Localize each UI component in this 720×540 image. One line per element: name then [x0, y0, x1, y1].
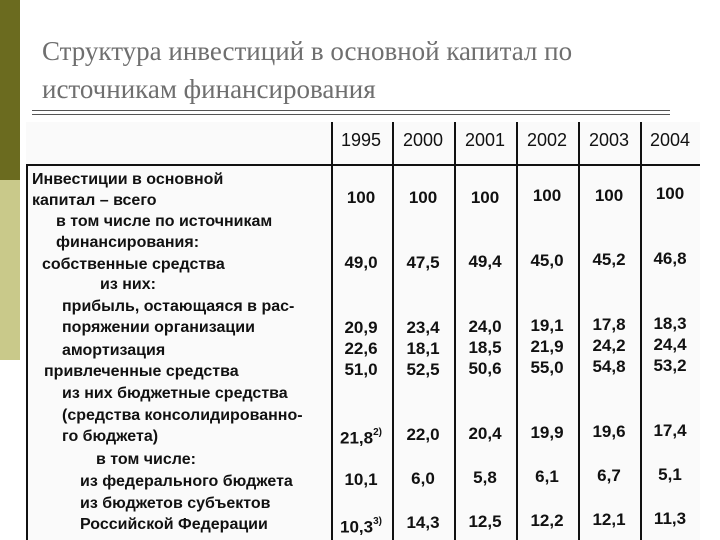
- cell-federal-budget-1995: 10,1: [344, 470, 378, 489]
- footnote-mark-3: 3): [373, 516, 382, 527]
- cell-profit-2004: 18,3: [653, 314, 687, 333]
- cell-depreciation-2001: 18,5: [468, 338, 502, 357]
- row-label-own-funds: собственные средства: [42, 256, 225, 273]
- cell-federal-budget-2002: 6,1: [535, 467, 559, 486]
- cell-depreciation-2002: 21,9: [530, 337, 564, 356]
- row-label-federal-budget: из федерального бюджета: [80, 473, 293, 490]
- row-label-by-sources-line2: финансирования:: [56, 234, 200, 251]
- row-label-depreciation: амортизация: [62, 342, 166, 359]
- row-label-budget-funds-line2: (средства консолидированно-: [62, 407, 303, 424]
- cell-own-funds-2001: 49,4: [468, 252, 502, 271]
- title-underline-second: [32, 114, 670, 115]
- title-underline: [32, 110, 670, 111]
- cell-profit-2001: 24,0: [468, 317, 502, 336]
- row-label-attracted-funds: привлеченные средства: [44, 363, 239, 380]
- row-label-total-line2: капитал – всего: [32, 192, 157, 209]
- cell-attracted-funds-2004: 53,2: [653, 356, 687, 375]
- cell-attracted-funds-2003: 54,8: [592, 357, 626, 376]
- cell-profit-2002: 19,1: [530, 316, 564, 335]
- row-label-regional-budget-line2: Российской Федерации: [80, 516, 268, 533]
- year-header-2004: 2004: [649, 130, 691, 150]
- row-label-total-line1: Инвестиции в основной: [32, 171, 224, 188]
- cell-own-funds-2000: 47,5: [406, 253, 440, 272]
- cell-depreciation-2004: 24,4: [653, 335, 687, 354]
- cell-budget-funds-2004: 17,4: [653, 421, 687, 440]
- cell-own-funds-1995: 49,0: [344, 253, 378, 272]
- row-label-profit-line2: поряжении организации: [62, 319, 255, 336]
- footnote-mark-2: 2): [373, 427, 382, 438]
- row-label-regional-budget-line1: из бюджетов субъектов: [80, 495, 271, 512]
- cell-regional-budget-2001: 12,5: [468, 512, 502, 531]
- cell-profit-2003: 17,8: [592, 315, 626, 334]
- cell-attracted-funds-1995: 51,0: [344, 360, 378, 379]
- cell-profit-2000: 23,4: [406, 318, 440, 337]
- cell-own-funds-2003: 45,2: [592, 250, 626, 269]
- slide-accent-bar-dark: [0, 0, 20, 180]
- cell-regional-budget-2000: 14,3: [406, 513, 440, 532]
- table-left-border: [26, 166, 28, 540]
- row-label-budget-funds-line1: из них бюджетные средства: [62, 385, 288, 402]
- cell-own-funds-2004: 46,8: [653, 249, 687, 268]
- row-label-budget-funds-line3: го бюджета): [62, 428, 159, 445]
- cell-attracted-funds-2002: 55,0: [530, 358, 564, 377]
- year-header-2003: 2003: [588, 130, 630, 150]
- cell-total-2004: 100: [655, 184, 685, 203]
- cell-regional-budget-2004: 11,3: [653, 509, 687, 528]
- cell-budget-funds-2002: 19,9: [530, 423, 564, 442]
- cell-federal-budget-2003: 6,7: [597, 466, 621, 485]
- investment-table: [26, 122, 700, 540]
- cell-attracted-funds-2000: 52,5: [406, 360, 440, 379]
- cell-profit-1995: 20,9: [344, 318, 378, 337]
- cell-attracted-funds-2001: 50,6: [468, 359, 502, 378]
- cell-regional-budget-1995: [331, 514, 391, 538]
- cell-depreciation-2003: 24,2: [592, 336, 626, 355]
- cell-regional-budget-2003: 12,1: [592, 510, 626, 529]
- year-header-2000: 2000: [402, 130, 444, 150]
- row-label-including: в том числе:: [96, 451, 196, 468]
- slide-title: Структура инвестиций в основной капитал по источникам финансирования: [42, 36, 573, 104]
- row-label-of-them: из них:: [100, 276, 156, 293]
- row-label-by-sources-line1: в том числе по источникам: [56, 213, 273, 230]
- cell-federal-budget-2000: 6,0: [411, 469, 435, 488]
- cell-regional-budget-2002: 12,2: [530, 511, 564, 530]
- header-divider: [26, 164, 700, 166]
- cell-total-2002: 100: [532, 186, 562, 205]
- cell-depreciation-1995: 22,6: [344, 339, 378, 358]
- cell-budget-funds-2000: 22,0: [406, 425, 440, 444]
- cell-federal-budget-2001: 5,8: [473, 468, 497, 487]
- cell-total-2001: 100: [470, 188, 500, 207]
- cell-regional-budget-1995-value: 10,3: [340, 517, 374, 537]
- cell-depreciation-2000: 18,1: [406, 339, 440, 358]
- cell-total-1995: 100: [346, 188, 376, 207]
- cell-budget-funds-2001: 20,4: [468, 424, 502, 443]
- cell-budget-funds-1995: [331, 425, 391, 449]
- cell-federal-budget-2004: 5,1: [658, 465, 682, 484]
- cell-budget-funds-2003: 19,6: [592, 422, 626, 441]
- year-header-2002: 2002: [526, 130, 568, 150]
- year-header-1995: 1995: [340, 130, 382, 150]
- cell-total-2003: 100: [594, 186, 624, 205]
- cell-total-2000: 100: [408, 188, 438, 207]
- row-label-profit-line1: прибыль, остающаяся в рас-: [62, 298, 295, 315]
- slide-accent-bar-light: [0, 180, 20, 360]
- year-header-2001: 2001: [464, 130, 506, 150]
- cell-budget-funds-1995-value: 21,8: [340, 428, 374, 448]
- cell-own-funds-2002: 45,0: [530, 251, 564, 270]
